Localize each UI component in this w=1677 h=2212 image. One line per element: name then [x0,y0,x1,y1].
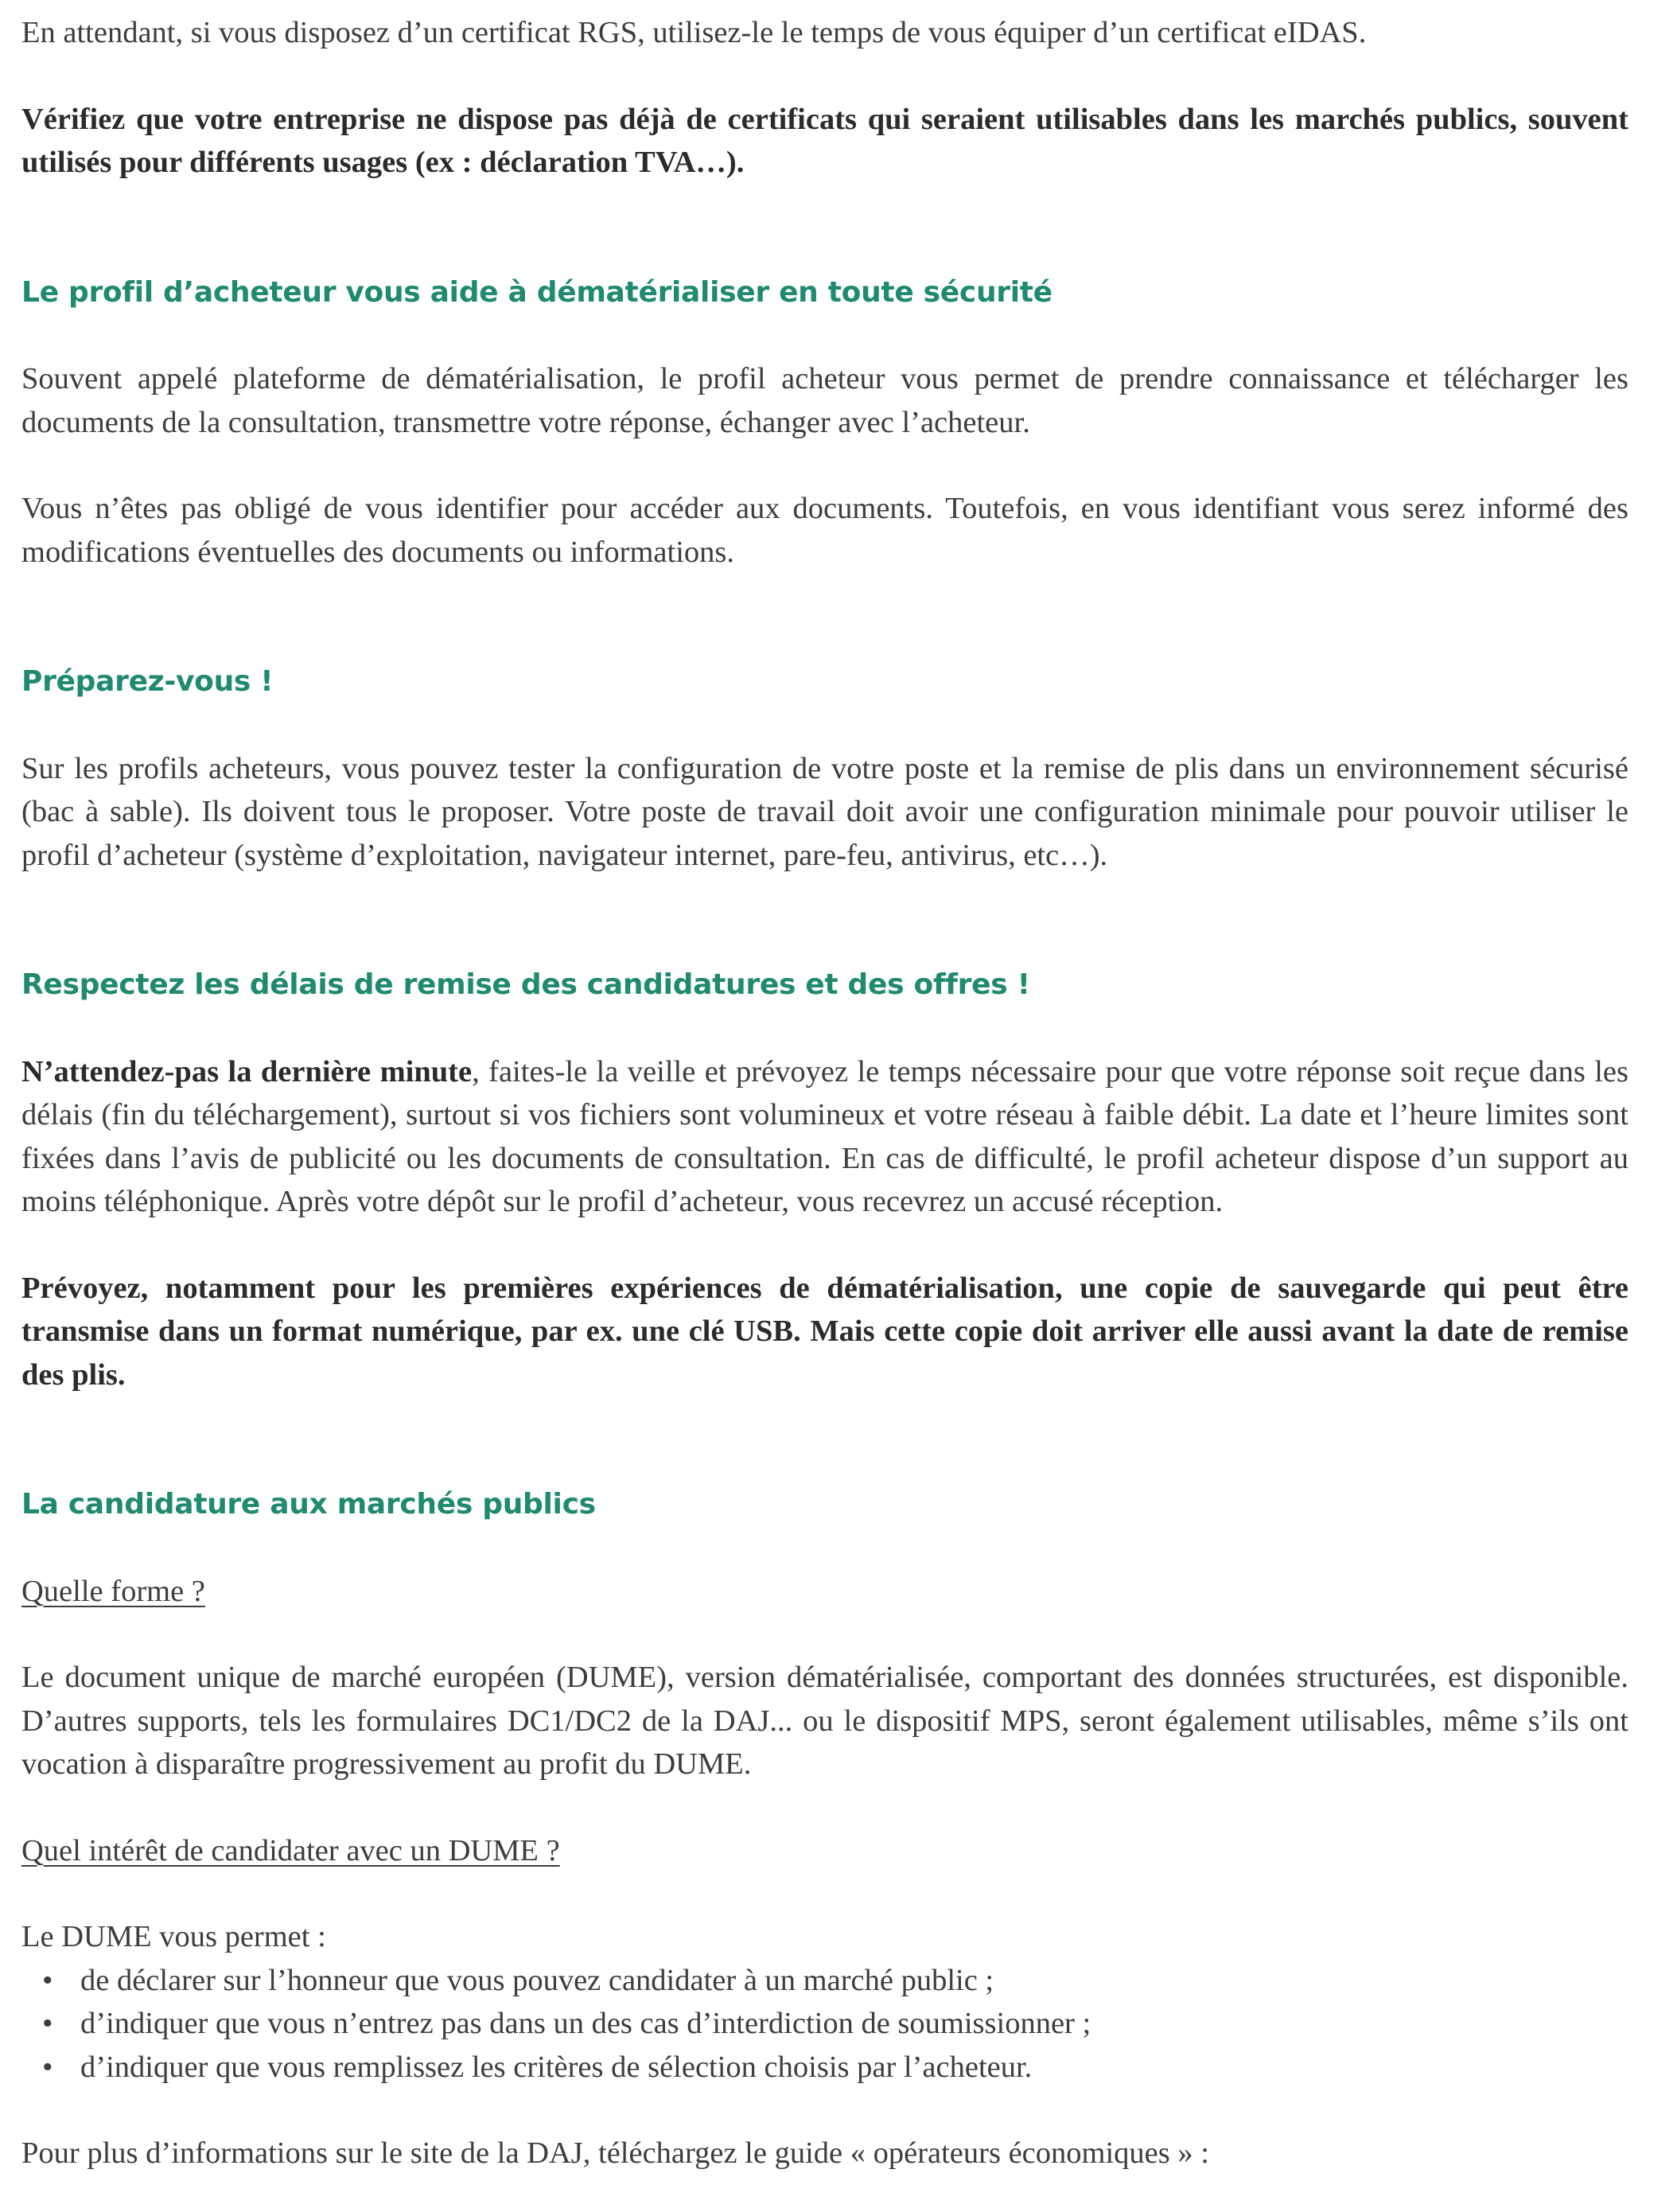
profil-paragraph-2: Vous n’êtes pas obligé de vous identifier pour accéder aux documents. Toutefois, en vous identifiant vous serez informé des modifications éventuelles des documents ou informations. [21,492,1628,569]
question-forme-text: Quelle forme ? [21,1574,205,1608]
guide-paragraph: Pour plus d’informations sur le site de la DAJ, téléchargez le guide « opérateurs économiques » : [21,2136,1209,2170]
heading-profil-acheteur: Le profil d’acheteur vous aide à dématérialiser en toute sécurité [21,275,1053,309]
bullet-icon: • [42,2007,53,2040]
profil-paragraph-1: Souvent appelé plateforme de dématérialisation, le profil acheteur vous permet de prendre connaissance et télécharger les documents de la consultation, transmettre votre réponse, échanger avec l’acheteur. [21,362,1628,439]
list-item-text: d’indiquer que vous n’entrez pas dans un des cas d’interdiction de soumissionner ; [80,2007,1091,2040]
delais-emphasis: N’attendez-pas la dernière minute [21,1054,473,1088]
bullet-icon: • [42,1963,53,1997]
intro-paragraph: En attendant, si vous disposez d’un certificat RGS, utilisez-le le temps de vous équiper d’un certificat eIDAS. [21,16,1367,49]
list-intro: Le DUME vous permet : [21,1920,326,1953]
list-item [21,2002,1628,2046]
list-item-text: de déclarer sur l’honneur que vous pouvez candidater à un marché public ; [80,1963,994,1997]
candidature-paragraph: Le document unique de marché européen (DUME), version dématérialisée, comportant des données structurées, est disponible. D’autres supports, tels les formulaires DC1/DC2 de la DAJ... ou le dispositif MPS, seront également utilisables, même s’ils ont vocation à disparaître progressivement au profit du DUME. [21,1661,1628,1781]
heading-preparez-vous: Préparez-vous ! [21,665,274,698]
question-forme [21,1570,1628,1614]
heading-delais: Respectez les délais de remise des candidatures et des offres ! [21,968,1030,1001]
list-item [21,2046,1628,2089]
delais-paragraph-2: Prévoyez, notamment pour les premières expériences de dématérialisation, une copie de sauvegarde qui peut être transmise dans un format numérique, par ex. une clé USB. Mais cette copie doit arriver elle aussi avant la date de remise des plis. [21,1271,1628,1392]
bullet-icon: • [42,2050,53,2084]
document-page [21,0,1628,2175]
delais-paragraph-1 [21,1050,1628,1224]
question-interet [21,1829,1628,1873]
question-interet-text: Quel intérêt de candidater avec un DUME ? [21,1833,560,1867]
delais-paragraph-1-rest: , faites-le la veille et prévoyez le temps nécessaire pour que votre réponse soit reçue dans les délais (fin du téléchargement), surtout si vos fichiers sont volumineux et votre réseau à faible débit. La date et l’heure limites sont fixées dans l’avis de publicité ou les documents de consultation. En cas de difficulté, le profil acheteur dispose d’un support au moins téléphonique. Après votre dépôt sur le profil d’acheteur, vous recevrez un accusé réception. [21,1054,1629,1218]
list-item [21,1959,1628,2003]
intro-warning-paragraph: Vérifiez que votre entreprise ne dispose pas déjà de certificats qui seraient utilisables dans les marchés publics, souvent utilisés pour différents usages (ex : déclaration TVA…). [21,102,1628,179]
list-item-text: d’indiquer que vous remplissez les critères de sélection choisis par l’acheteur. [80,2050,1033,2084]
dume-benefits-list [21,1959,1628,2089]
heading-candidature: La candidature aux marchés publics [21,1488,596,1521]
preparez-paragraph: Sur les profils acheteurs, vous pouvez tester la configuration de votre poste et la remise de plis dans un environnement sécurisé (bac à sable). Ils doivent tous le proposer. Votre poste de travail doit avoir une configuration minimale pour pouvoir utiliser le profil d’acheteur (système d’exploitation, navigateur internet, pare-feu, antivirus, etc…). [21,751,1628,872]
